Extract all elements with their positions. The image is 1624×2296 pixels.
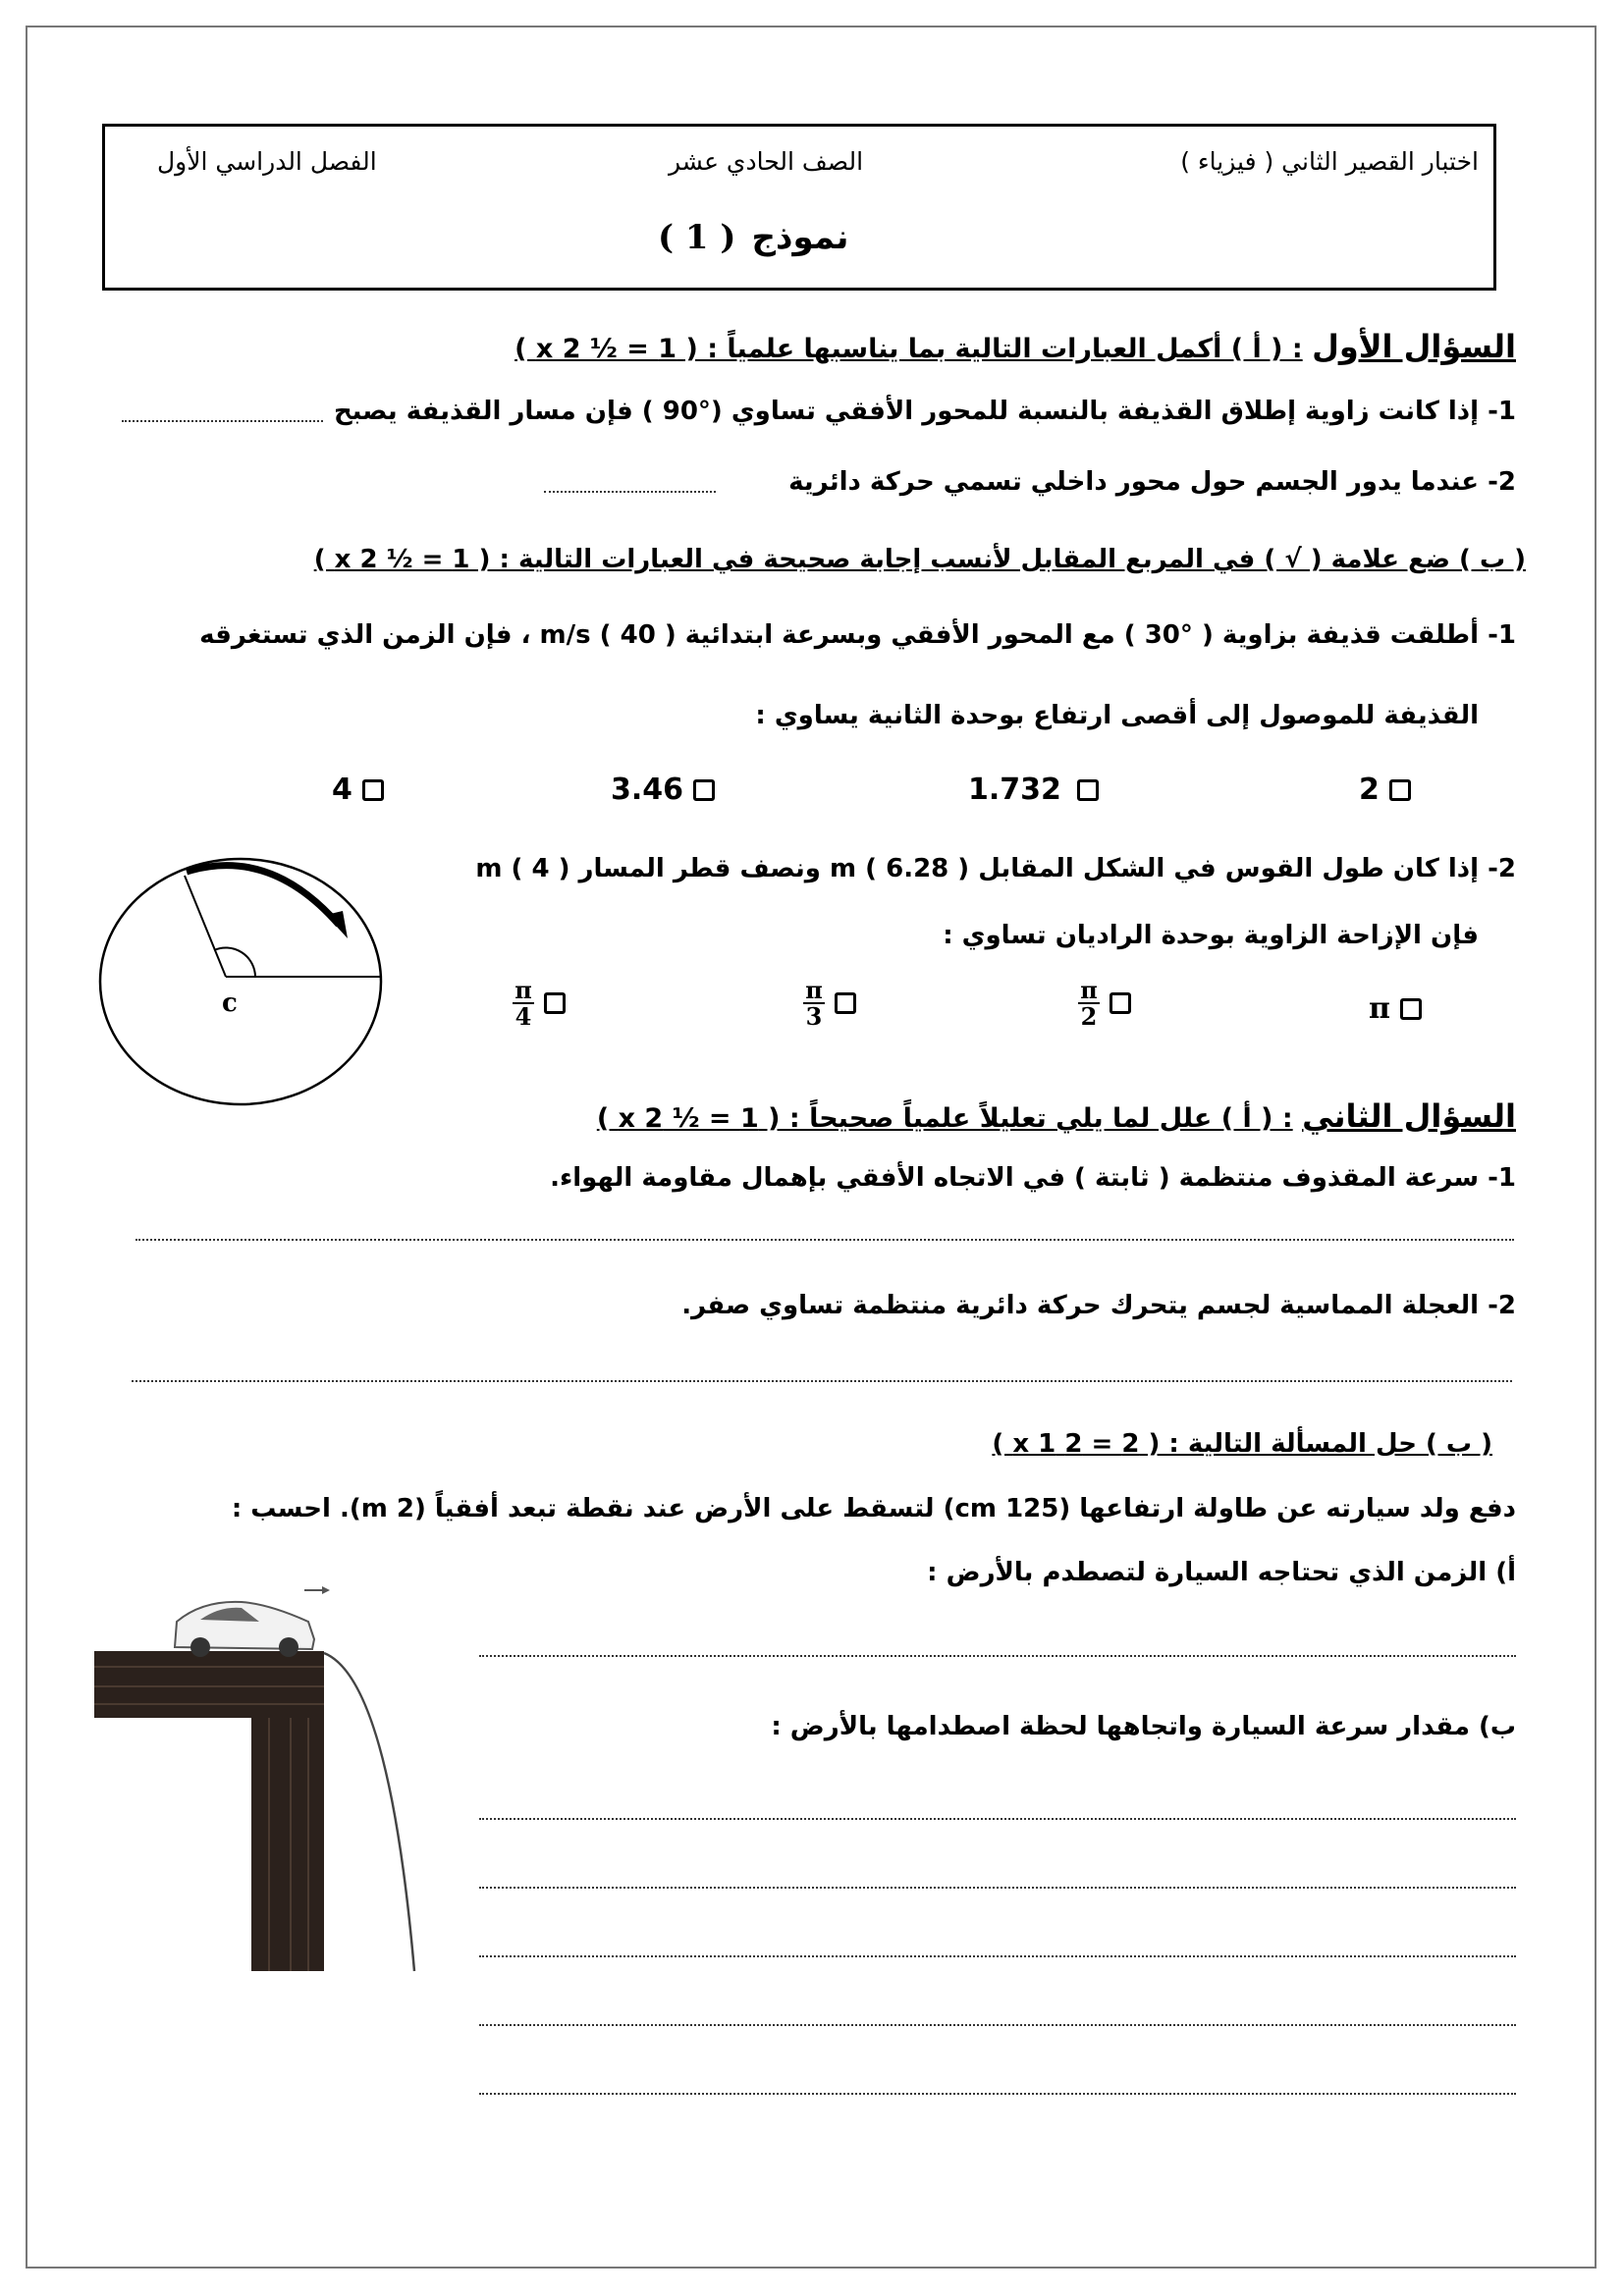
q2-a2-answer-line [132,1380,1512,1382]
q1-a2-text: 2- عندما يدور الجسم حول محور داخلي تسمي حركة دائرية [788,467,1516,497]
model-label: نموذج [751,218,849,257]
checkbox-icon[interactable] [362,779,384,801]
q1-b1-option-2[interactable] [968,773,1099,807]
trajectory-curve [324,1653,414,1971]
car-icon [175,1602,314,1657]
table-top [94,1651,324,1718]
fraction [803,976,825,1032]
q2-sub-b-answer-line-2 [479,1887,1516,1889]
q1-part-b-instruction: ( ب ) ضع علامة ( √ ) في المربع المقابل لأنسب إجابة صحيحة في العبارات التالية : ( 1 = ½ x 2 ) [313,545,1526,574]
checkbox-icon[interactable] [1110,992,1131,1014]
q2-sub-b-answer-line-1 [479,1818,1516,1820]
option-value: 2 [1359,773,1380,807]
fraction [1078,976,1100,1032]
q2-part-a-instruction: : ( أ ) علل لما يلي تعليلاً علمياً صحيحاً : ( 1 = ½ x 2 ) [596,1103,1293,1134]
semester: الفصل الدراسي الأول [157,147,377,176]
checkbox-icon[interactable] [1389,779,1411,801]
grade: الصف الحادي عشر [668,147,864,176]
q2-heading [597,1097,1516,1135]
q1-b2-option-2[interactable] [1078,976,1131,1032]
center-label: c [222,988,238,1018]
fraction [513,976,534,1032]
numerator: π [1080,976,1098,1004]
q1-title: السؤال الأول [1312,328,1516,365]
denominator: 3 [805,1002,823,1032]
q2-sub-b-answer-line-4 [479,2024,1516,2026]
checkbox-icon[interactable] [835,992,856,1014]
q1-a1-answer-line [122,420,323,422]
q1-b2-option-4[interactable] [513,976,566,1032]
arc-length-arrow [187,866,339,925]
q1-b2-line1: 2- إذا كان طول القوس في الشكل المقابل m ( 6.28 ) ونصف قطر المسار m ( 4 ) [475,854,1516,883]
numerator: π [514,976,532,1004]
option-value: 1.732 [968,773,1061,807]
checkbox-icon[interactable] [1077,779,1099,801]
q2-sub-b: ب) مقدار سرعة السيارة واتجاهها لحظة اصطدامها بالأرض : [771,1712,1516,1741]
q2-a1-answer-line [135,1239,1514,1241]
q1-a2-answer-line [544,491,716,493]
q1-b1-option-4[interactable] [332,773,384,807]
q1-part-a-instruction: : ( أ ) أكمل العبارات التالية بما يناسبها علمياً : ( 1 = ½ x 2 ) [514,334,1303,364]
q1-b1-option-3[interactable] [611,773,715,807]
q1-b2-line2: فإن الإزاحة الزاوية بوحدة الراديان تساوي : [943,921,1479,950]
checkbox-icon[interactable] [1400,998,1422,1020]
arrowhead-icon [322,1586,330,1594]
q2-sub-a: أ) الزمن الذي تحتاجه السيارة لتصطدم بالأرض : [927,1558,1516,1587]
q2-problem-text: دفع ولد سيارته عن طاولة ارتفاعها (125 cm) لتسقط على الأرض عند نقطة تبعد أفقياً (2 m). احسب : [231,1494,1516,1523]
circle-path [100,859,381,1104]
denominator: 4 [514,1002,532,1032]
q1-b1-option-1[interactable] [1359,773,1411,807]
q2-a2-text: 2- العجلة المماسية لجسم يتحرك حركة دائرية منتظمة تساوي صفر. [681,1291,1516,1320]
q1-a1-text: 1- إذا كانت زاوية إطلاق القذيفة بالنسبة للمحور الأفقي تساوي (°90 ) فإن مسار القذيفة يصبح [333,397,1516,426]
model-number: ( 1 ) [658,218,736,257]
checkbox-icon[interactable] [544,992,566,1014]
checkbox-icon[interactable] [693,779,715,801]
arc-circle-figure [98,854,393,1109]
radius-angled [185,876,226,977]
numerator: π [805,976,823,1004]
q2-a1-text: 1- سرعة المقذوف منتظمة ( ثابتة ) في الاتجاه الأفقي بإهمال مقاومة الهواء. [550,1163,1516,1193]
q1-b1-line1: 1- أطلقت قذيفة بزاوية ( °30 ) مع المحور الأفقي وبسرعة ابتدائية m/s ( 40 ) ، فإن الزمن الذي تستغرقه [199,620,1516,650]
q2-sub-b-answer-line-3 [479,1955,1516,1957]
model-heading [658,218,848,257]
q2-part-b-instruction: ( ب ) حل المسألة التالية : ( 2 = 2 x 1 ) [992,1429,1492,1459]
q2-sub-b-answer-line-5 [479,2093,1516,2095]
arrowhead-icon [326,911,348,938]
car-table-figure [94,1571,428,1983]
option-value: 4 [332,773,352,807]
q2-title: السؤال الثاني [1302,1097,1516,1135]
table-leg [251,1718,324,1971]
quiz-title: اختبار القصير الثاني ( فيزياء ) [1180,147,1479,176]
q1-b2-option-3[interactable] [803,976,856,1032]
q1-heading [514,328,1516,365]
q1-b1-line2: القذيفة للموصول إلى أقصى ارتفاع بوحدة الثانية يساوي : [755,701,1479,730]
q2-sub-a-answer-line [479,1655,1516,1657]
q1-b2-option-1[interactable] [1369,991,1422,1026]
option-value: π [1369,991,1390,1026]
option-value: 3.46 [611,773,684,807]
denominator: 2 [1080,1002,1098,1032]
